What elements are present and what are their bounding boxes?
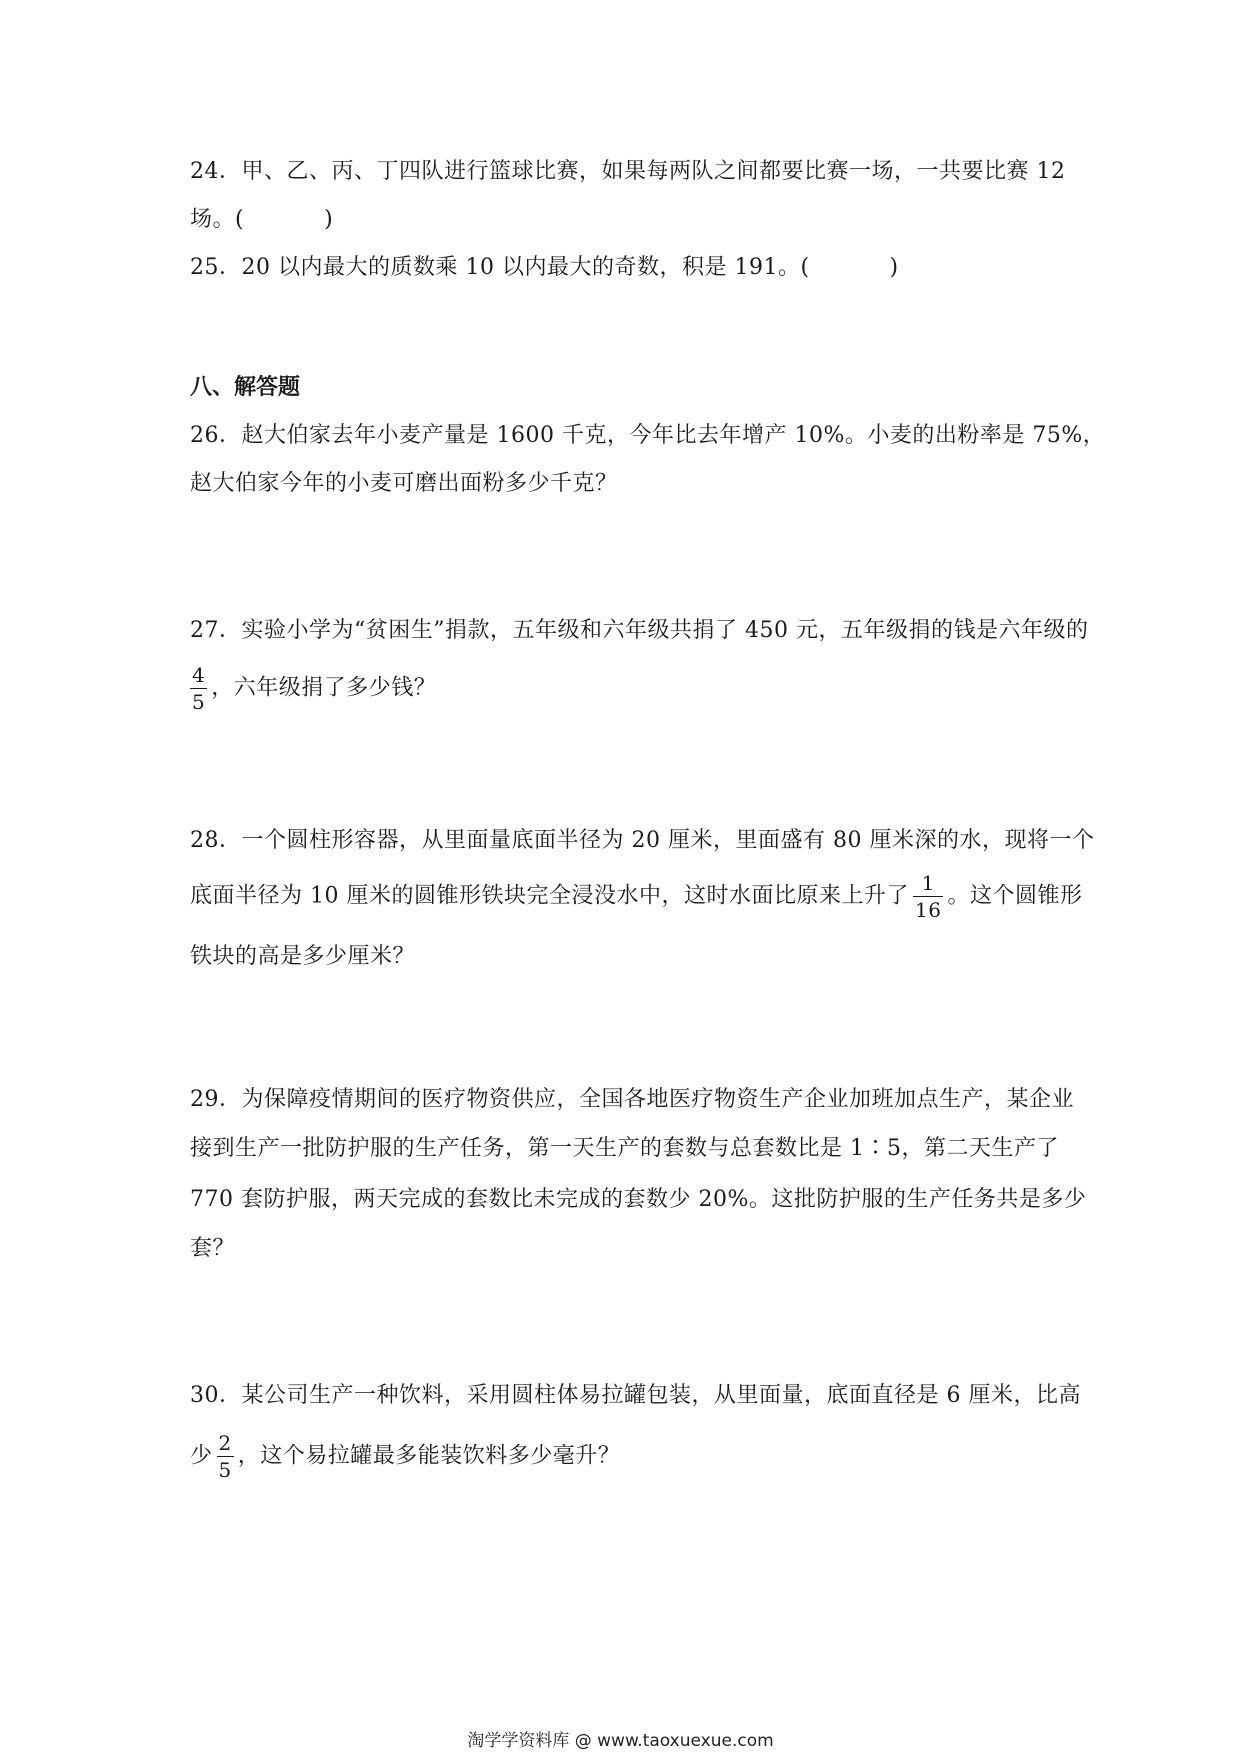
question-24-text: 24．甲、乙、丙、丁四队进行篮球比赛，如果每两队之间都要比赛一场，一共要比赛 12 (190, 159, 1066, 184)
problem-28-line-3 (190, 942, 415, 972)
problem-27-line-2 (186, 665, 436, 712)
problem-29-text-cont-3: 套？ (190, 1236, 236, 1261)
problem-28-line-2 (190, 873, 1082, 920)
question-25-line-1 (190, 253, 899, 283)
problem-29-text-cont-1: 接到生产一批防护服的生产任务，第一天生产的套数与总套数比是 1∶5，第二天生产了 (190, 1136, 1059, 1161)
problem-27-text: 27．实验小学为“贫困生”捐款，五年级和六年级共捐了 450 元，五年级捐的钱是六年级的 (190, 618, 1089, 643)
fraction-4-5 (190, 665, 207, 712)
problem-30-text: 30．某公司生产一种饮料，采用圆柱体易拉罐包装，从里面量，底面直径是 6 厘米，比高 (190, 1383, 1081, 1408)
footer-watermark: 淘学学资料库 @ www.taoxuexue.com (467, 1731, 774, 1751)
question-24-close-paren: ) (324, 207, 334, 232)
fraction-denominator: 16 (914, 898, 942, 922)
problem-26-line-2 (190, 469, 618, 499)
problem-28-text: 28．一个圆柱形容器，从里面量底面半径为 20 厘米，里面盛有 80 厘米深的水，现将一个 (190, 828, 1095, 853)
problem-30-text-cont-a: 少 (190, 1443, 213, 1469)
problem-28-text-cont-a: 底面半径为 10 厘米的圆锥形铁块完全浸没水中，这时水面比原来上升了 (190, 883, 909, 909)
fraction-numerator: 1 (913, 873, 943, 897)
problem-29-line-1 (190, 1085, 1074, 1115)
problem-28-line-1 (190, 826, 1094, 856)
question-24-line-1 (190, 157, 1065, 187)
fraction-2-5 (217, 1433, 234, 1480)
fraction-denominator: 5 (218, 1458, 232, 1482)
question-24-text-cont: 场。( (190, 207, 245, 232)
fraction-1-16 (913, 873, 943, 920)
problem-30-text-cont-b: ，这个易拉罐最多能装饮料多少毫升？ (237, 1443, 621, 1469)
question-25-text: 25．20 以内最大的质数乘 10 以内最大的奇数，积是 191。( (190, 255, 810, 280)
problem-28-text-cont-b: 。这个圆锥形 (947, 883, 1083, 909)
problem-29-line-2 (190, 1134, 1059, 1164)
problem-27-text-cont: ，六年级捐了多少钱？ (211, 675, 437, 701)
problem-30-line-1 (190, 1381, 1081, 1411)
fraction-denominator: 5 (192, 690, 206, 714)
problem-26-text: 26．赵大伯家去年小麦产量是 1600 千克，今年比去年增产 10%。小麦的出粉率是 75%， (190, 423, 1106, 448)
problem-29-text-cont-2: 770 套防护服，两天完成的套数比未完成的套数少 20%。这批防护服的生产任务共是多少 (190, 1187, 1087, 1212)
problem-29-text: 29．为保障疫情期间的医疗物资供应，全国各地医疗物资生产企业加班加点生产，某企业 (190, 1087, 1074, 1112)
question-24-line-2 (190, 205, 333, 235)
problem-26-text-cont: 赵大伯家今年的小麦可磨出面粉多少千克？ (190, 471, 618, 496)
problem-30-line-2 (190, 1433, 620, 1480)
problem-28-text-cont-c: 铁块的高是多少厘米？ (190, 944, 416, 969)
fraction-numerator: 4 (192, 663, 206, 687)
section-heading: 八、解答题 (190, 375, 301, 400)
problem-29-line-4 (190, 1234, 235, 1264)
problem-29-line-3 (190, 1185, 1086, 1215)
problem-26-line-1 (190, 421, 1105, 451)
question-25-close-paren: ) (889, 255, 899, 280)
problem-27-line-1 (190, 616, 1088, 646)
fraction-numerator: 2 (218, 1431, 232, 1455)
